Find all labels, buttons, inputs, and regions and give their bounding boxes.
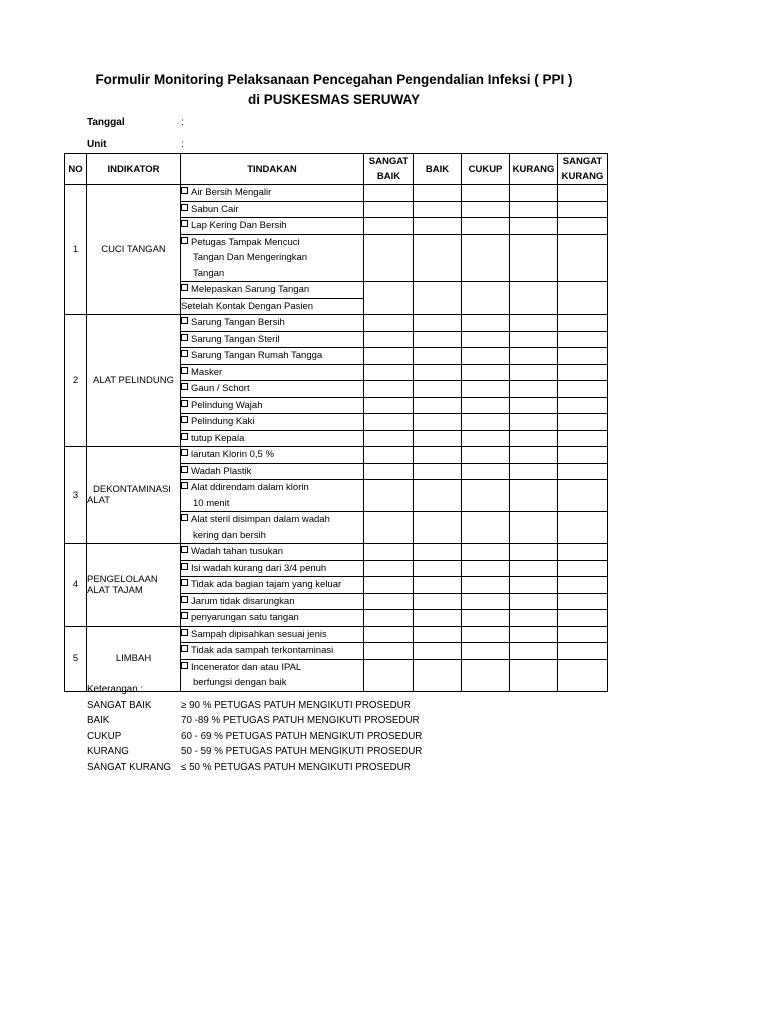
rating-cell[interactable] [364, 463, 414, 480]
rating-cell[interactable] [414, 397, 462, 414]
group-indicator: ALAT PELINDUNG [87, 315, 181, 447]
rating-cell[interactable] [414, 430, 462, 447]
rating-cell[interactable] [510, 234, 558, 282]
rating-cell[interactable] [364, 364, 414, 381]
table-row [65, 447, 608, 464]
rating-cell[interactable] [510, 610, 558, 627]
action-label: Melepaskan Sarung Tangan [191, 284, 310, 295]
rating-cell[interactable] [364, 643, 414, 660]
legend-label: CUKUP [87, 730, 122, 742]
rating-cell[interactable] [414, 282, 462, 315]
rating-cell[interactable] [364, 218, 414, 235]
rating-cell[interactable] [510, 315, 558, 332]
rating-cell[interactable] [414, 463, 462, 480]
rating-cell[interactable] [510, 364, 558, 381]
rating-cell[interactable] [414, 626, 462, 643]
rating-cell[interactable] [462, 218, 510, 235]
rating-cell[interactable] [364, 626, 414, 643]
action-label: Sarung Tangan Bersih [191, 317, 285, 328]
action-label: berfungsi dengan baik [193, 677, 287, 688]
rating-cell[interactable] [414, 234, 462, 282]
rating-cell[interactable] [558, 364, 608, 381]
checkbox-icon[interactable] [181, 204, 188, 211]
rating-cell[interactable] [510, 480, 558, 512]
action-cell [181, 447, 364, 464]
checkbox-icon[interactable] [181, 416, 188, 423]
rating-cell[interactable] [510, 397, 558, 414]
unit-label: Unit [87, 139, 107, 150]
rating-cell[interactable] [462, 185, 510, 202]
rating-cell[interactable] [558, 593, 608, 610]
col-sangat-baik-line1: SANGAT [368, 156, 409, 167]
rating-cell[interactable] [462, 560, 510, 577]
action-label: larutan Klorin 0,5 % [191, 449, 274, 460]
rating-cell[interactable] [462, 381, 510, 398]
rating-cell[interactable] [462, 364, 510, 381]
rating-cell[interactable] [414, 512, 462, 544]
rating-cell[interactable] [364, 593, 414, 610]
rating-cell[interactable] [558, 234, 608, 282]
action-cell [181, 626, 364, 643]
rating-cell[interactable] [558, 185, 608, 202]
checkbox-icon[interactable] [181, 482, 188, 489]
group-number: 3 [65, 447, 87, 544]
checkbox-icon[interactable] [181, 563, 188, 570]
rating-cell[interactable] [414, 185, 462, 202]
rating-cell[interactable] [510, 560, 558, 577]
rating-cell[interactable] [462, 610, 510, 627]
rating-cell[interactable] [462, 643, 510, 660]
checkbox-icon[interactable] [181, 629, 188, 636]
action-label: Isi wadah kurang dari 3/4 penuh [191, 562, 327, 574]
action-cell [181, 348, 364, 365]
action-cell [181, 282, 364, 299]
checkbox-icon[interactable] [181, 514, 188, 521]
indicator-line: PENGELOLAAN [87, 573, 158, 585]
rating-cell[interactable] [510, 185, 558, 202]
action-label: Air Bersih Mengalir [191, 187, 272, 198]
rating-cell[interactable] [414, 447, 462, 464]
action-cell [181, 544, 364, 561]
group-number: 4 [65, 544, 87, 627]
rating-cell[interactable] [364, 430, 414, 447]
col-cukup: CUKUP [462, 154, 510, 185]
rating-cell[interactable] [558, 480, 608, 512]
action-label: Wadah tahan tusukan [191, 546, 284, 557]
rating-cell[interactable] [462, 397, 510, 414]
checkbox-icon[interactable] [181, 546, 188, 553]
action-label: Petugas Tampak Mencuci [191, 236, 300, 248]
checkbox-icon[interactable] [181, 400, 188, 407]
action-label: Masker [191, 366, 223, 378]
checkbox-icon[interactable] [181, 187, 188, 194]
legend-desc: ≤ 50 % PETUGAS PATUH MENGIKUTI PROSEDUR [181, 761, 411, 773]
rating-cell[interactable] [462, 577, 510, 594]
rating-cell[interactable] [414, 480, 462, 512]
rating-cell[interactable] [414, 315, 462, 332]
tanggal-colon: : [181, 117, 184, 128]
action-cell [181, 218, 364, 235]
rating-cell[interactable] [510, 348, 558, 365]
action-cell [181, 364, 364, 381]
rating-cell[interactable] [364, 331, 414, 348]
action-cell [181, 643, 364, 660]
tanggal-label: Tanggal [87, 117, 125, 128]
group-indicator [87, 544, 181, 627]
group-number: 5 [65, 626, 87, 691]
checkbox-icon[interactable] [181, 334, 188, 341]
checkbox-icon[interactable] [181, 596, 188, 603]
rating-cell[interactable] [558, 414, 608, 431]
rating-cell[interactable] [462, 282, 510, 315]
action-label: Incenerator dan atau IPAL [191, 661, 302, 673]
checkbox-icon[interactable] [181, 220, 188, 227]
action-label: Jarum tidak disarungkan [191, 595, 295, 607]
action-label: Sampah dipisahkan sesuai jenis [191, 628, 327, 640]
rating-cell[interactable] [364, 234, 414, 282]
rating-cell[interactable] [510, 331, 558, 348]
legend-desc: 50 - 59 % PETUGAS PATUH MENGIKUTI PROSEDUR [181, 746, 423, 757]
rating-cell[interactable] [364, 201, 414, 218]
action-cell [181, 331, 364, 348]
group-indicator [87, 447, 181, 544]
legend-desc: 60 - 69 % PETUGAS PATUH MENGIKUTI PROSEDUR [181, 730, 423, 742]
table-row [65, 185, 608, 202]
col-kurang: KURANG [510, 154, 558, 185]
rating-cell[interactable] [510, 626, 558, 643]
rating-cell[interactable] [364, 512, 414, 544]
action-label: Tangan [193, 267, 225, 279]
rating-cell[interactable] [364, 414, 414, 431]
rating-cell[interactable] [364, 610, 414, 627]
rating-cell[interactable] [462, 348, 510, 365]
action-label: Sarung Tangan Rumah Tangga [191, 350, 323, 361]
rating-cell[interactable] [558, 218, 608, 235]
form-title: Formulir Monitoring Pelaksanaan Pencegahan Pengendalian Infeksi ( PPI ) [95, 72, 573, 87]
rating-cell[interactable] [462, 447, 510, 464]
action-cell [181, 610, 364, 627]
action-cell [181, 430, 364, 447]
legend-desc: 70 -89 % PETUGAS PATUH MENGIKUTI PROSEDUR [181, 715, 420, 726]
action-label: Tidak ada sampah terkontaminasi [191, 645, 334, 656]
rating-cell[interactable] [364, 397, 414, 414]
rating-cell[interactable] [462, 593, 510, 610]
action-cell [181, 315, 364, 332]
legend-title: Keterangan : [87, 684, 144, 695]
checkbox-icon[interactable] [181, 449, 188, 456]
rating-cell[interactable] [364, 447, 414, 464]
indicator-line: ALAT TAJAM [87, 584, 143, 596]
rating-cell[interactable] [558, 544, 608, 561]
rating-cell[interactable] [364, 544, 414, 561]
rating-cell[interactable] [510, 643, 558, 660]
rating-cell[interactable] [364, 282, 414, 315]
rating-cell[interactable] [558, 430, 608, 447]
checkbox-icon[interactable] [181, 317, 188, 324]
group-number: 2 [65, 315, 87, 447]
rating-cell[interactable] [364, 480, 414, 512]
checkbox-icon[interactable] [181, 466, 188, 473]
col-indikator: INDIKATOR [87, 154, 181, 185]
table-row [65, 544, 608, 561]
action-cell [181, 577, 364, 594]
rating-cell[interactable] [510, 282, 558, 315]
rating-cell[interactable] [414, 544, 462, 561]
checkbox-icon[interactable] [181, 237, 188, 244]
col-baik: BAIK [414, 154, 462, 185]
col-sangat-kurang-line2: KURANG [561, 171, 604, 182]
action-label: 10 menit [193, 497, 230, 509]
rating-cell[interactable] [558, 463, 608, 480]
legend-label: BAIK [87, 715, 110, 726]
action-label: Alat ddirendam dalam klorin [191, 482, 309, 493]
action-cell [181, 397, 364, 414]
rating-cell[interactable] [414, 348, 462, 365]
rating-cell[interactable] [414, 364, 462, 381]
rating-cell[interactable] [558, 331, 608, 348]
action-label: penyarungan satu tangan [191, 612, 299, 623]
action-label: Setelah Kontak Dengan Pasien [181, 300, 314, 312]
rating-cell[interactable] [414, 577, 462, 594]
rating-cell[interactable] [462, 414, 510, 431]
action-cell [181, 480, 364, 512]
col-sangat-kurang [558, 154, 608, 185]
checkbox-icon[interactable] [181, 662, 188, 669]
action-cell [181, 201, 364, 218]
action-cell [181, 659, 364, 691]
action-label: Pelindung Wajah [191, 399, 263, 411]
col-sangat-kurang-line1: SANGAT [562, 156, 603, 167]
col-tindakan: TINDAKAN [181, 154, 364, 185]
action-label: Tidak ada bagian tajam yang keluar [191, 579, 342, 590]
rating-cell[interactable] [558, 201, 608, 218]
rating-cell[interactable] [414, 610, 462, 627]
rating-cell[interactable] [510, 381, 558, 398]
action-cell [181, 463, 364, 480]
rating-cell[interactable] [462, 331, 510, 348]
action-cell [181, 414, 364, 431]
group-number: 1 [65, 185, 87, 315]
table-row [65, 626, 608, 643]
checkbox-icon[interactable] [181, 612, 188, 619]
rating-cell[interactable] [462, 234, 510, 282]
rating-cell[interactable] [414, 659, 462, 691]
col-no: NO [65, 154, 87, 185]
rating-cell[interactable] [462, 315, 510, 332]
monitoring-table [64, 153, 608, 692]
rating-cell[interactable] [510, 544, 558, 561]
action-label: Sarung Tangan Steril [191, 333, 280, 345]
action-label: Sabun Cair [191, 203, 239, 215]
rating-cell[interactable] [558, 447, 608, 464]
rating-cell[interactable] [364, 577, 414, 594]
rating-cell[interactable] [510, 430, 558, 447]
rating-cell[interactable] [414, 381, 462, 398]
rating-cell[interactable] [462, 659, 510, 691]
col-sangat-baik-line2: BAIK [376, 171, 401, 182]
rating-cell[interactable] [364, 185, 414, 202]
rating-cell[interactable] [462, 512, 510, 544]
col-sangat-baik [364, 154, 414, 185]
rating-cell[interactable] [558, 577, 608, 594]
rating-cell[interactable] [364, 659, 414, 691]
action-label: Wadah Plastik [191, 465, 252, 477]
rating-cell[interactable] [558, 348, 608, 365]
rating-cell[interactable] [558, 626, 608, 643]
form-subtitle: di PUSKESMAS SERUWAY [247, 92, 421, 107]
checkbox-icon[interactable] [181, 383, 188, 390]
rating-cell[interactable] [462, 430, 510, 447]
rating-cell[interactable] [510, 659, 558, 691]
checkbox-icon[interactable] [181, 433, 188, 440]
legend-label: SANGAT KURANG [87, 761, 172, 773]
checkbox-icon[interactable] [181, 579, 188, 586]
action-label: Alat steril disimpan dalam wadah [191, 514, 330, 525]
rating-cell[interactable] [364, 315, 414, 332]
action-label: kering dan bersih [193, 529, 266, 541]
checkbox-icon[interactable] [181, 367, 188, 374]
group-indicator: LIMBAH [87, 626, 181, 691]
header-row [65, 154, 608, 185]
indicator-line: ALAT [87, 495, 111, 506]
table-row [65, 315, 608, 332]
rating-cell[interactable] [462, 626, 510, 643]
rating-cell[interactable] [414, 643, 462, 660]
rating-cell[interactable] [462, 480, 510, 512]
rating-cell[interactable] [558, 381, 608, 398]
legend-label: KURANG [87, 746, 129, 757]
rating-cell[interactable] [364, 348, 414, 365]
action-label: Gaun / Schort [191, 383, 250, 394]
action-label: Lap Kering Dan Bersih [191, 220, 287, 231]
rating-cell[interactable] [414, 593, 462, 610]
rating-cell[interactable] [510, 463, 558, 480]
indicator-line: DEKONTAMINASI [93, 484, 171, 495]
rating-cell[interactable] [414, 414, 462, 431]
rating-cell[interactable] [462, 201, 510, 218]
action-label: Pelindung Kaki [191, 416, 255, 427]
rating-cell[interactable] [558, 315, 608, 332]
action-cell [181, 185, 364, 202]
rating-cell[interactable] [558, 610, 608, 627]
rating-cell[interactable] [510, 593, 558, 610]
rating-cell[interactable] [510, 577, 558, 594]
rating-cell[interactable] [510, 512, 558, 544]
rating-cell[interactable] [414, 331, 462, 348]
rating-cell[interactable] [510, 218, 558, 235]
action-cell [181, 298, 364, 315]
rating-cell[interactable] [364, 560, 414, 577]
action-cell [181, 234, 364, 282]
action-cell [181, 381, 364, 398]
rating-cell[interactable] [558, 560, 608, 577]
rating-cell[interactable] [510, 447, 558, 464]
checkbox-icon[interactable] [181, 645, 188, 652]
rating-cell[interactable] [364, 381, 414, 398]
rating-cell[interactable] [558, 282, 608, 315]
action-cell [181, 593, 364, 610]
rating-cell[interactable] [558, 397, 608, 414]
group-indicator: CUCI TANGAN [87, 185, 181, 315]
rating-cell[interactable] [414, 218, 462, 235]
rating-cell[interactable] [462, 463, 510, 480]
action-label: tutup Kepala [191, 432, 245, 444]
rating-cell[interactable] [558, 512, 608, 544]
rating-cell[interactable] [558, 643, 608, 660]
action-label: Tangan Dan Mengeringkan [193, 252, 308, 263]
checkbox-icon[interactable] [181, 350, 188, 357]
rating-cell[interactable] [510, 201, 558, 218]
unit-colon: : [181, 139, 184, 150]
checkbox-icon[interactable] [181, 284, 188, 291]
legend-desc: ≥ 90 % PETUGAS PATUH MENGIKUTI PROSEDUR [181, 699, 411, 711]
rating-cell[interactable] [414, 560, 462, 577]
rating-cell[interactable] [558, 659, 608, 691]
action-cell [181, 512, 364, 544]
rating-cell[interactable] [462, 544, 510, 561]
rating-cell[interactable] [414, 201, 462, 218]
action-cell [181, 560, 364, 577]
rating-cell[interactable] [510, 414, 558, 431]
legend-label: SANGAT BAIK [87, 699, 152, 711]
